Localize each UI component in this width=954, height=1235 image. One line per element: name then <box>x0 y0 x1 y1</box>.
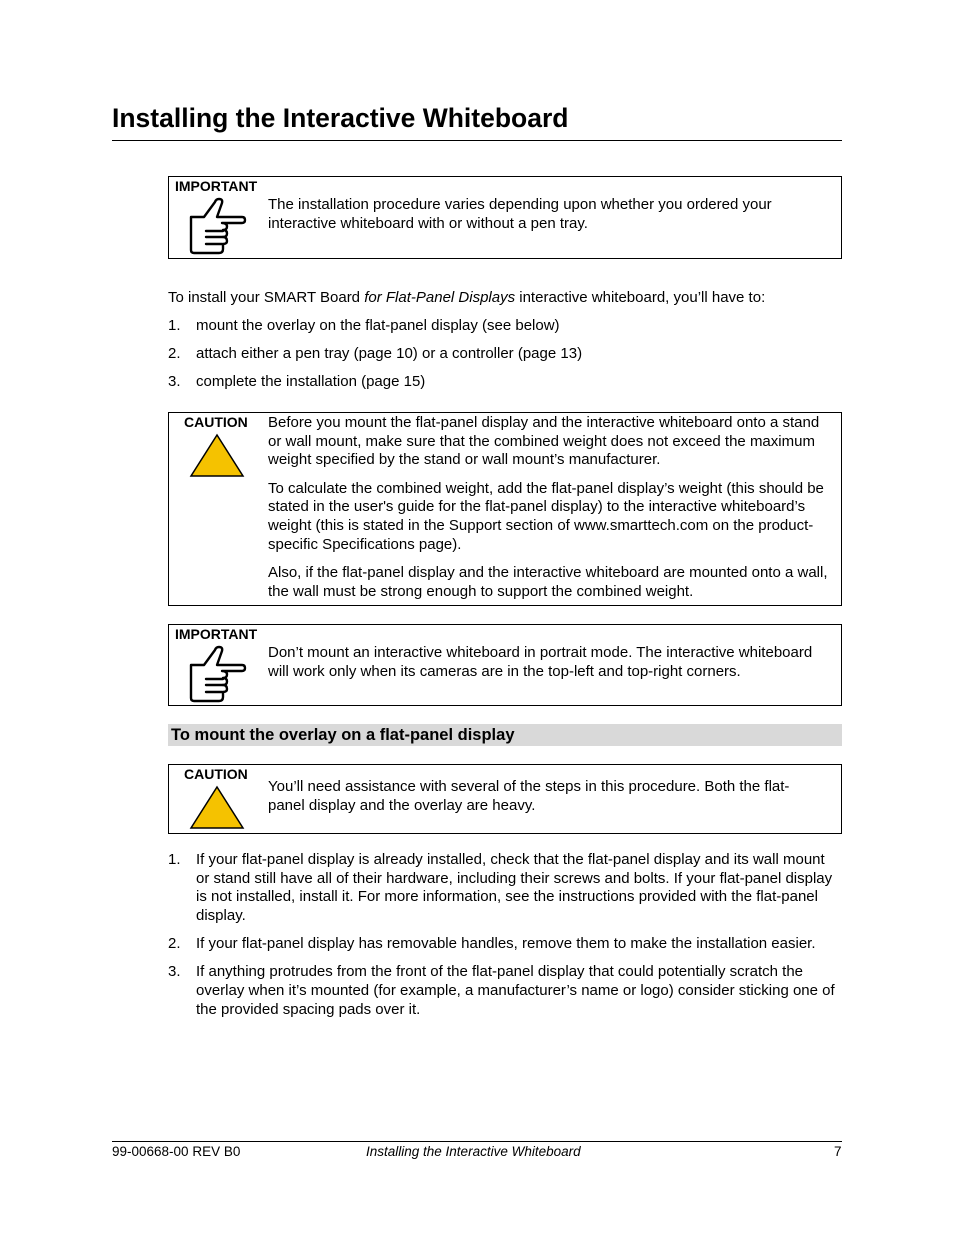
list-number: 3. <box>168 963 181 981</box>
page-title: Installing the Interactive Whiteboard <box>112 103 569 133</box>
list-number: 1. <box>168 317 181 334</box>
notice-paragraph: Don’t mount an interactive whiteboard in portrait mode. The interactive whiteboard will work only when its cameras are in the top-left and top-right corners. <box>268 644 813 680</box>
notice-body <box>268 196 833 243</box>
list-item <box>168 963 842 1019</box>
intro-emphasis: for Flat-Panel Displays <box>364 289 516 306</box>
list-text: If your flat-panel display is already installed, check that the flat-panel display and its wall mount or stand still have all of their hardware, including their screws and bolts. If your flat-panel display is not installed, install it. For more information, see the instructions provided with the flat-panel display. <box>196 851 833 925</box>
warning-triangle-icon <box>189 433 245 478</box>
mount-steps <box>168 851 842 1019</box>
list-text: If your flat-panel display has removable handles, remove them to make the installation easier. <box>196 935 816 953</box>
title-rule <box>112 140 842 141</box>
notice-body <box>268 414 833 611</box>
pointing-hand-icon <box>189 645 247 703</box>
notice-paragraph: Also, if the flat-panel display and the interactive whiteboard are mounted onto a wall, the wall must be strong enough to support the combined weight. <box>268 563 828 600</box>
notice-paragraph: The installation procedure varies depending upon whether you ordered your interactive whiteboard with or without a pen tray. <box>268 196 772 232</box>
notice-label: CAUTION <box>184 766 248 782</box>
important-notice <box>168 176 842 259</box>
list-text: mount the overlay on the flat-panel display (see below) <box>196 317 560 334</box>
notice-paragraph: Before you mount the flat-panel display and the interactive whiteboard onto a stand or wall mount, make sure that the combined weight does not exceed the maximum weight specified by the stand or wall mount’s manufacturer. <box>268 414 820 469</box>
warning-triangle-icon <box>189 785 245 830</box>
list-number: 2. <box>168 345 181 362</box>
notice-label: IMPORTANT <box>175 626 258 642</box>
footer-page-number: 7 <box>834 1144 842 1159</box>
intro-paragraph <box>168 289 848 308</box>
caution-notice <box>168 412 842 606</box>
section-subheading: To mount the overlay on a flat-panel display <box>168 724 842 746</box>
notice-label: IMPORTANT <box>175 178 258 194</box>
important-notice <box>168 624 842 706</box>
list-text: If anything protrudes from the front of the flat-panel display that could potentially scratch the overlay when it’s mounted (for example, a manufacturer’s name or logo) consider sticking one of the provided spacing pads over it. <box>196 963 835 1018</box>
notice-label: CAUTION <box>184 414 248 430</box>
intro-text-end: interactive whiteboard, you’ll have to: <box>515 289 766 306</box>
notice-body <box>268 778 811 825</box>
list-item <box>168 851 842 926</box>
pointing-hand-icon <box>189 197 247 255</box>
notice-paragraph: To calculate the combined weight, add the flat-panel display’s weight (this should be stated in the user's guide for the flat-panel display) to the interactive whiteboard’s weight (this is stated in the Support section of www.smarttech.com on the product-specific Specifications page). <box>268 479 824 553</box>
notice-paragraph: You’ll need assistance with several of the steps in this procedure. Both the flat-panel display and the overlay are heavy. <box>268 778 790 814</box>
list-item <box>168 373 842 392</box>
overview-steps <box>168 317 842 392</box>
list-number: 2. <box>168 935 181 953</box>
list-number: 1. <box>168 851 181 868</box>
list-item <box>168 935 842 954</box>
list-text: complete the installation (page 15) <box>196 373 426 390</box>
list-item <box>168 317 842 336</box>
list-item <box>168 345 842 364</box>
caution-notice <box>168 764 842 834</box>
intro-text: To install your SMART Board <box>168 289 365 306</box>
list-number: 3. <box>168 373 181 390</box>
list-text: attach either a pen tray (page 10) or a controller (page 13) <box>196 345 583 362</box>
footer-rule <box>112 1141 842 1142</box>
notice-body <box>268 644 833 691</box>
footer-doc-number: 99-00668-00 REV B0 <box>112 1144 241 1159</box>
footer-section-title: Installing the Interactive Whiteboard <box>366 1144 581 1159</box>
